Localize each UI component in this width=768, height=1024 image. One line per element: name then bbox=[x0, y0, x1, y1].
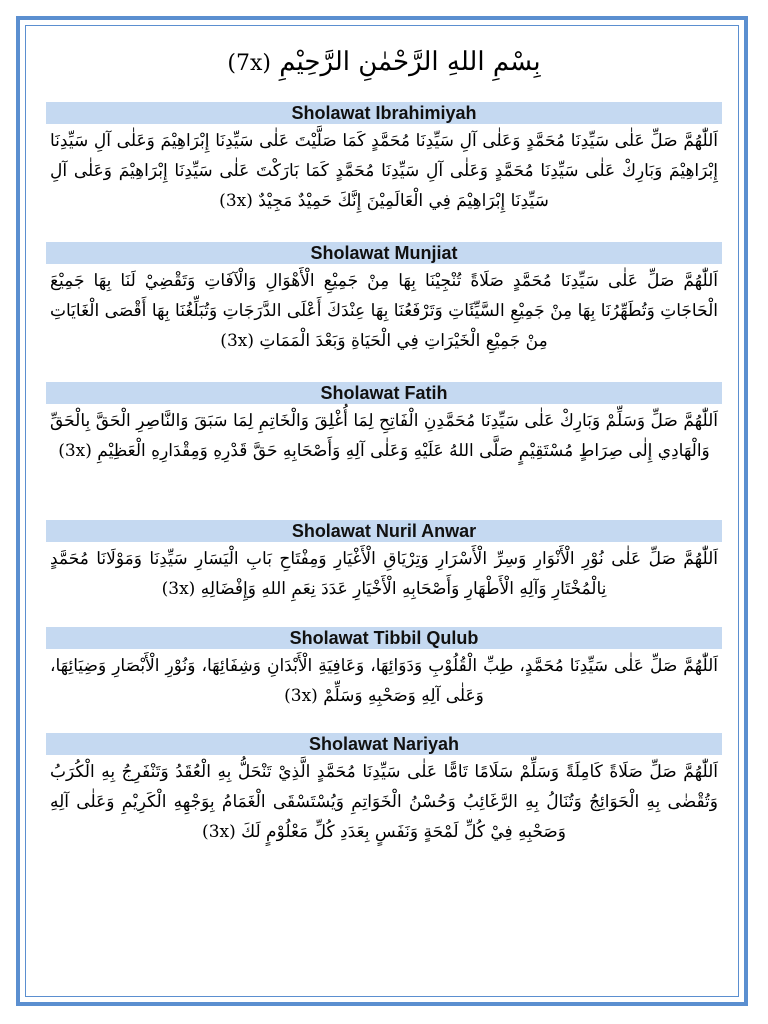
section-prayer-text: اَللّٰهُمَّ صَلِّ عَلٰى سَيِّدِنَا مُحَمَّدٍ صَلَاةً تُنْجِيْنَا بِهَا مِنْ جَمِيْعِ الْأَهْوَالِ وَالْآفَاتِ وَتَقْضِيْ لَنَا بِهَا جَمِيْعَ الْحَاجَاتِ وَتُطَهِّرُنَا بِهَا مِنْ جَمِيْعِ السَّيِّئَاتِ وَتَرْفَعُنَا بِهَا عِنْدَكَ أَعْلَى الدَّرَجَاتِ وَتُبَلِّغُنَا بِهَا أَقْصَى الْغَايَاتِ مِنْ جَمِيْعِ الْخَيْرَاتِ فِي الْحَيَاةِ وَبَعْدَ الْمَمَاتِ (3x) bbox=[50, 271, 718, 351]
section-prayer-text: اَللّٰهُمَّ صَلِّ صَلَاةً كَامِلَةً وَسَلِّمْ سَلَامًا تَامًّا عَلٰى سَيِّدِنَا مُحَمَّدٍ الَّذِيْ تَنْحَلُّ بِهِ الْعُقَدُ وَتَنْفَرِجُ بِهِ الْكُرَبُ وَتُقْضٰى بِهِ الْحَوَائِجُ وَتُنَالُ بِهِ الرَّغَائِبُ وَحُسْنُ الْخَوَاتِمِ وَيُسْتَسْقَى الْغَمَامُ بِوَجْهِهِ الْكَرِيْمِ وَعَلٰى آلِهِ وَصَحْبِهِ فِيْ كُلِّ لَمْحَةٍ وَنَفَسٍ بِعَدَدِ كُلِّ مَعْلُوْمٍ لَكَ (3x) bbox=[50, 762, 718, 842]
section-prayer-text: اَللّٰهُمَّ صَلِّ وَسَلِّمْ وَبَارِكْ عَلٰى سَيِّدِنَا مُحَمَّدِنِ الْفَاتِحِ لِمَا أُغْلِقَ وَالْخَاتِمِ لِمَا سَبَقَ وَالنَّاصِرِ الْحَقَّ بِالْحَقِّ وَالْهَادِي إِلٰى صِرَاطٍ مُسْتَقِيْمٍ صَلَّى اللهُ عَلَيْهِ وَعَلٰى آلِهِ وَأَصْحَابِهِ حَقَّ قَدْرِهِ وَمِقْدَارِهِ الْعَظِيْمِ (3x) bbox=[50, 411, 718, 461]
section-fatih bbox=[46, 382, 722, 466]
section-title: Sholawat Nuril Anwar bbox=[46, 520, 722, 542]
basmalah-header bbox=[0, 42, 768, 84]
section-title: Sholawat Tibbil Qulub bbox=[46, 627, 722, 649]
section-title: Sholawat Fatih bbox=[46, 382, 722, 404]
section-title: Sholawat Munjiat bbox=[46, 242, 722, 264]
section-title: Sholawat Nariyah bbox=[46, 733, 722, 755]
section-nuril-anwar bbox=[46, 520, 722, 604]
section-tibbil-qulub bbox=[46, 627, 722, 711]
basmalah-text: بِسْمِ اللهِ الرَّحْمٰنِ الرَّحِيْمِ bbox=[279, 47, 541, 77]
basmalah-count: (7x) bbox=[227, 51, 271, 76]
section-nariyah bbox=[46, 733, 722, 847]
section-ibrahimiyah bbox=[46, 102, 722, 216]
section-prayer-text: اَللّٰهُمَّ صَلِّ عَلٰى نُوْرِ الْأَنْوَارِ وَسِرِّ الْأَسْرَارِ وَتِرْيَاقِ الْأَغْيَارِ وَمِفْتَاحِ بَابِ الْيَسَارِ سَيِّدِنَا وَمَوْلَانَا مُحَمَّدٍ نِالْمُخْتَارِ وَآلِهِ الْأَطْهَارِ وَأَصْحَابِهِ الْأَخْيَارِ عَدَدَ نِعَمِ اللهِ وَإِفْضَالِهِ (3x) bbox=[50, 549, 718, 599]
section-prayer-text: اَللّٰهُمَّ صَلِّ عَلٰى سَيِّدِنَا مُحَمَّدٍ وَعَلٰى آلِ سَيِّدِنَا مُحَمَّدٍ كَمَا صَلَّيْتَ عَلٰى سَيِّدِنَا إِبْرَاهِيْمَ وَعَلٰى آلِ سَيِّدِنَا إِبْرَاهِيْمَ وَبَارِكْ عَلٰى سَيِّدِنَا مُحَمَّدٍ وَعَلٰى آلِ سَيِّدِنَا مُحَمَّدٍ كَمَا بَارَكْتَ عَلٰى سَيِّدِنَا إِبْرَاهِيْمَ وَعَلٰى آلِ سَيِّدِنَا إِبْرَاهِيْمَ فِي الْعَالَمِيْنَ إِنَّكَ حَمِيْدٌ مَجِيْدٌ (3x) bbox=[50, 131, 718, 211]
section-munjiat bbox=[46, 242, 722, 356]
section-title: Sholawat Ibrahimiyah bbox=[46, 102, 722, 124]
section-prayer-text: اَللّٰهُمَّ صَلِّ عَلٰى سَيِّدِنَا مُحَمَّدٍ، طِبِّ الْقُلُوْبِ وَدَوَائِهَا، وَعَافِيَةِ الْأَبْدَانِ وَشِفَائِهَا، وَنُوْرِ الْأَبْصَارِ وَضِيَائِهَا، وَعَلٰى آلِهِ وَصَحْبِهِ وَسَلِّمْ (3x) bbox=[50, 656, 718, 706]
